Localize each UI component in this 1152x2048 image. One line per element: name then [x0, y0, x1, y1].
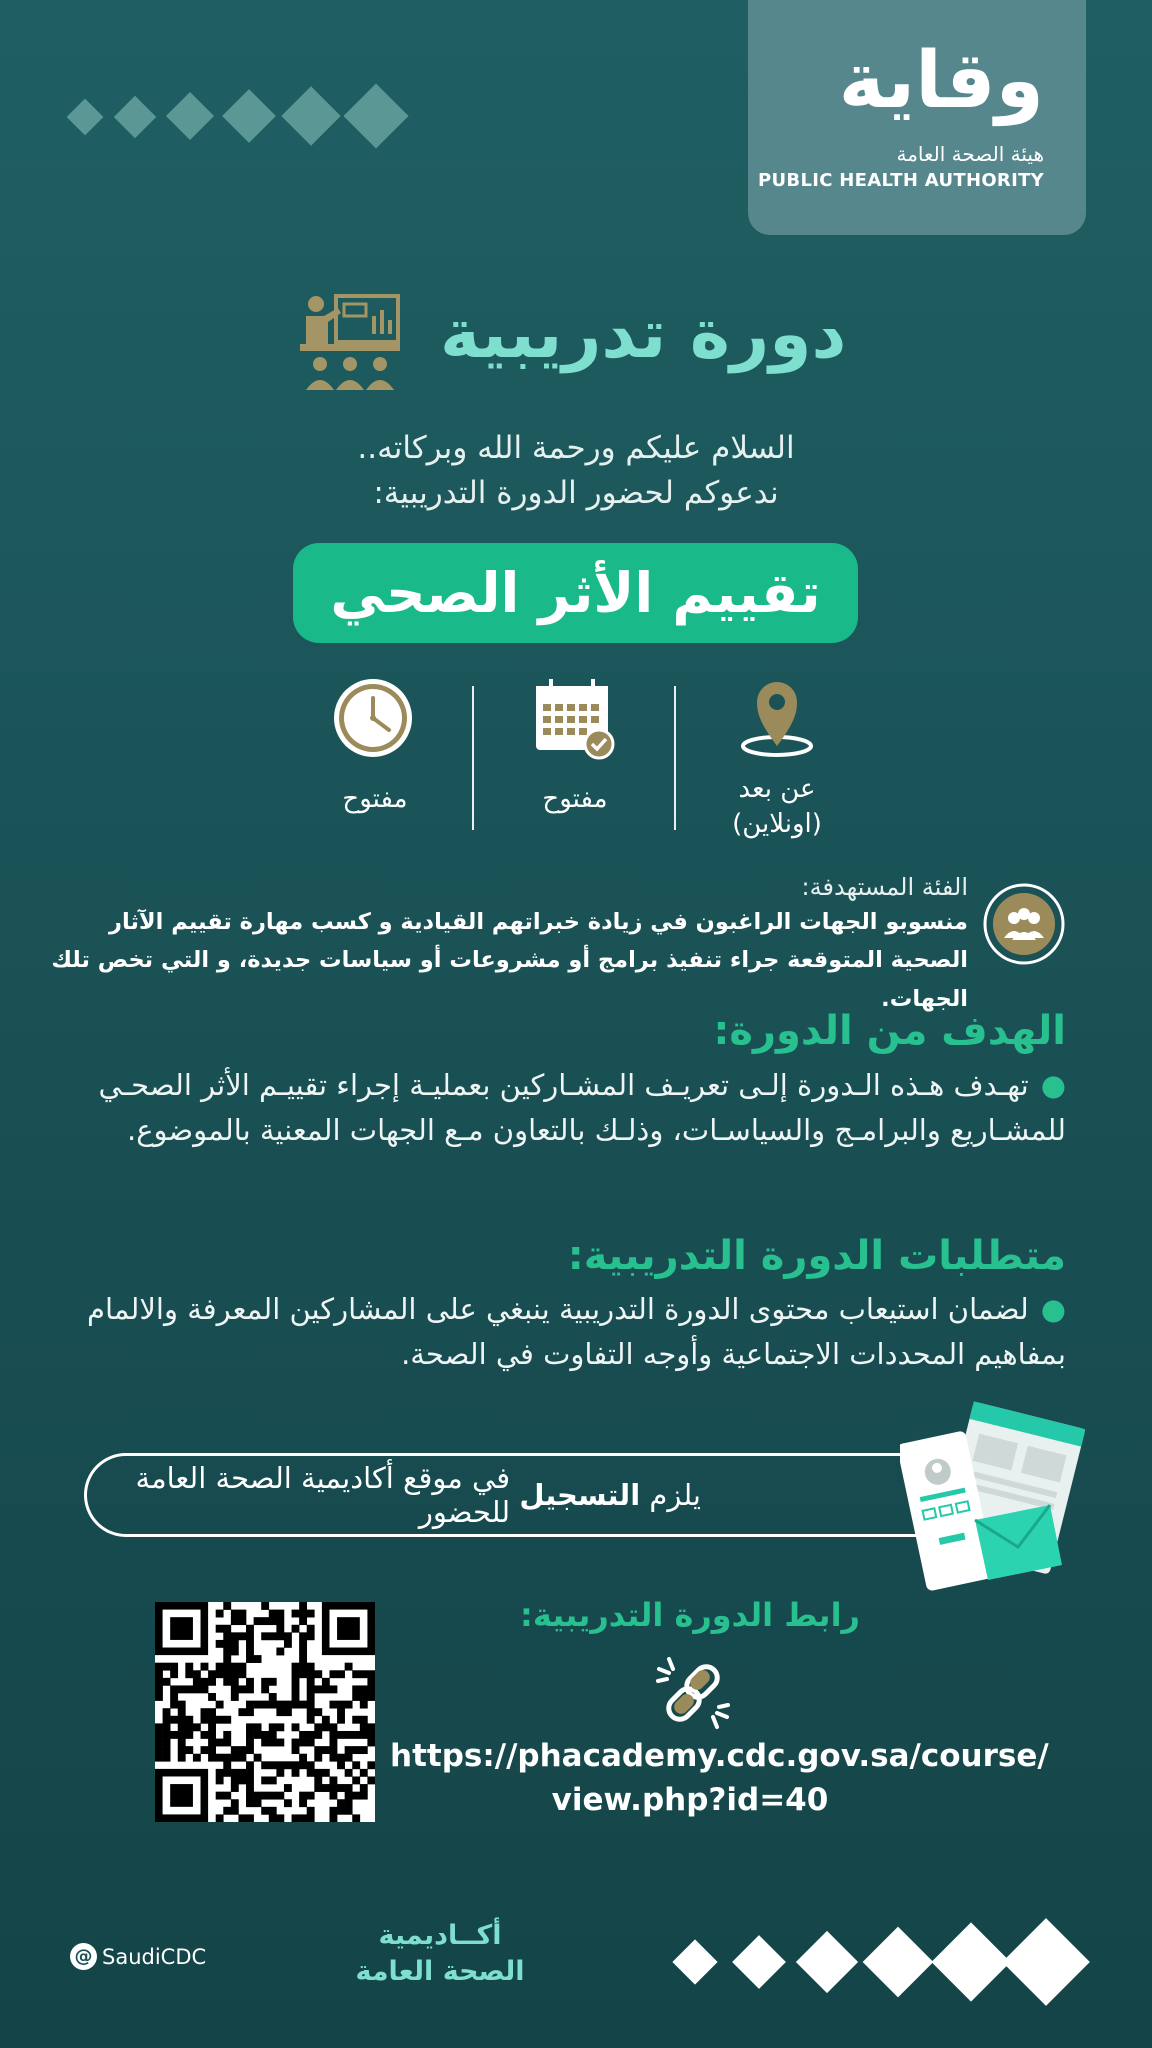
goal-bullet: [66, 1063, 1066, 1153]
decor-diamond: [931, 1922, 1010, 2001]
course-name: تقييم الأثر الصحي: [293, 543, 858, 643]
website-illustration: [900, 1395, 1085, 1595]
decor-diamond: [67, 99, 104, 136]
calendar-icon: [533, 676, 617, 760]
target-label: الفئة المستهدفة:: [801, 873, 968, 901]
decor-diamond: [114, 96, 156, 138]
greeting-line-1: السلام عليكم ورحمة الله وبركاته..: [357, 430, 795, 466]
registration-banner: [84, 1453, 964, 1537]
qr-code[interactable]: [155, 1602, 375, 1822]
location-line-2: (اونلاين): [732, 809, 822, 840]
decor-diamond: [863, 1927, 934, 1998]
decor-diamond: [166, 92, 214, 140]
logo-name: وقاية: [838, 36, 1044, 126]
presentation-icon: [298, 292, 402, 396]
registration-suffix: في موقع أكاديمية الصحة العامة للحضور: [135, 1461, 511, 1529]
decor-diamond: [281, 86, 340, 145]
location-label: [702, 772, 852, 842]
location-pin-icon: [737, 676, 817, 760]
requirements-heading: متطلبات الدورة التدريبية:: [567, 1233, 1066, 1279]
goal-text: تهـدف هـذه الـدورة إلـى تعريـف المشـاركين بعمليـة إجراء تقييـم الأثر الصحـي للمشـاريع والبرامـج والسياسـات، وذلـك بالتعاون مـع الجهات المعنية بالموضوع.: [98, 1068, 1066, 1147]
goal-heading: الهدف من الدورة:: [713, 1008, 1066, 1054]
decor-diamond: [672, 1939, 717, 1984]
requirements-bullet: [66, 1287, 1066, 1377]
logo-card: [748, 0, 1086, 235]
greeting-line-2: ندعوكم لحضور الدورة التدريبية:: [373, 475, 779, 511]
course-url-line-1[interactable]: https://phacademy.cdc.gov.sa/course/: [390, 1738, 1049, 1774]
time-label: مفتوح: [342, 784, 408, 814]
decor-diamond: [732, 1935, 786, 1989]
course-url-line-2[interactable]: view.php?id=40: [551, 1782, 829, 1818]
decor-diamond: [796, 1931, 858, 1993]
handle-text: SaudiCDC: [102, 1944, 207, 1969]
logo-subtitle-ar: هيئة الصحة العامة: [896, 142, 1044, 166]
link-heading: رابط الدورة التدريبية:: [520, 1596, 860, 1634]
page-title: دورة تدريبية: [440, 295, 847, 374]
location-line-1: عن بعد: [738, 774, 816, 804]
decor-diamond: [222, 89, 276, 143]
date-label: مفتوح: [542, 784, 608, 814]
at-icon: @: [70, 1943, 97, 1970]
target-text: منسوبو الجهات الراغبون في زيادة خبراتهم القيادية و كسب مهارة تقييم الآثار الصحية المتوقعة جراء تنفيذ برامج أو مشروعات أو سياسات جديدة، و التي تخص تلك الجهات.: [51, 909, 968, 1012]
divider: [472, 686, 474, 830]
clock-icon: [331, 676, 415, 760]
logo-subtitle-en: PUBLIC HEALTH AUTHORITY: [758, 170, 1044, 191]
bullet-dot: ●: [1040, 1292, 1066, 1326]
requirements-text: لضمان استيعاب محتوى الدورة التدريبية ينبغي على المشاركين المعرفة والالمام بمفاهيم المحددات الاجتماعية وأوجه التفاوت في الصحة.: [86, 1292, 1066, 1371]
bullet-dot: ●: [1040, 1068, 1066, 1102]
decor-diamond: [1002, 1918, 1090, 2006]
registration-bold: التسجيل: [519, 1478, 641, 1512]
registration-prefix: يلزم: [649, 1478, 701, 1512]
link-icon: [655, 1655, 731, 1731]
social-handle[interactable]: [70, 1943, 206, 1970]
academy-logo-line-2: الصحة العامة: [355, 1956, 525, 1987]
group-icon: [982, 882, 1066, 966]
academy-logo-line-1: أكــاديمية: [378, 1920, 502, 1951]
divider: [674, 686, 676, 830]
decor-diamond: [343, 83, 408, 148]
